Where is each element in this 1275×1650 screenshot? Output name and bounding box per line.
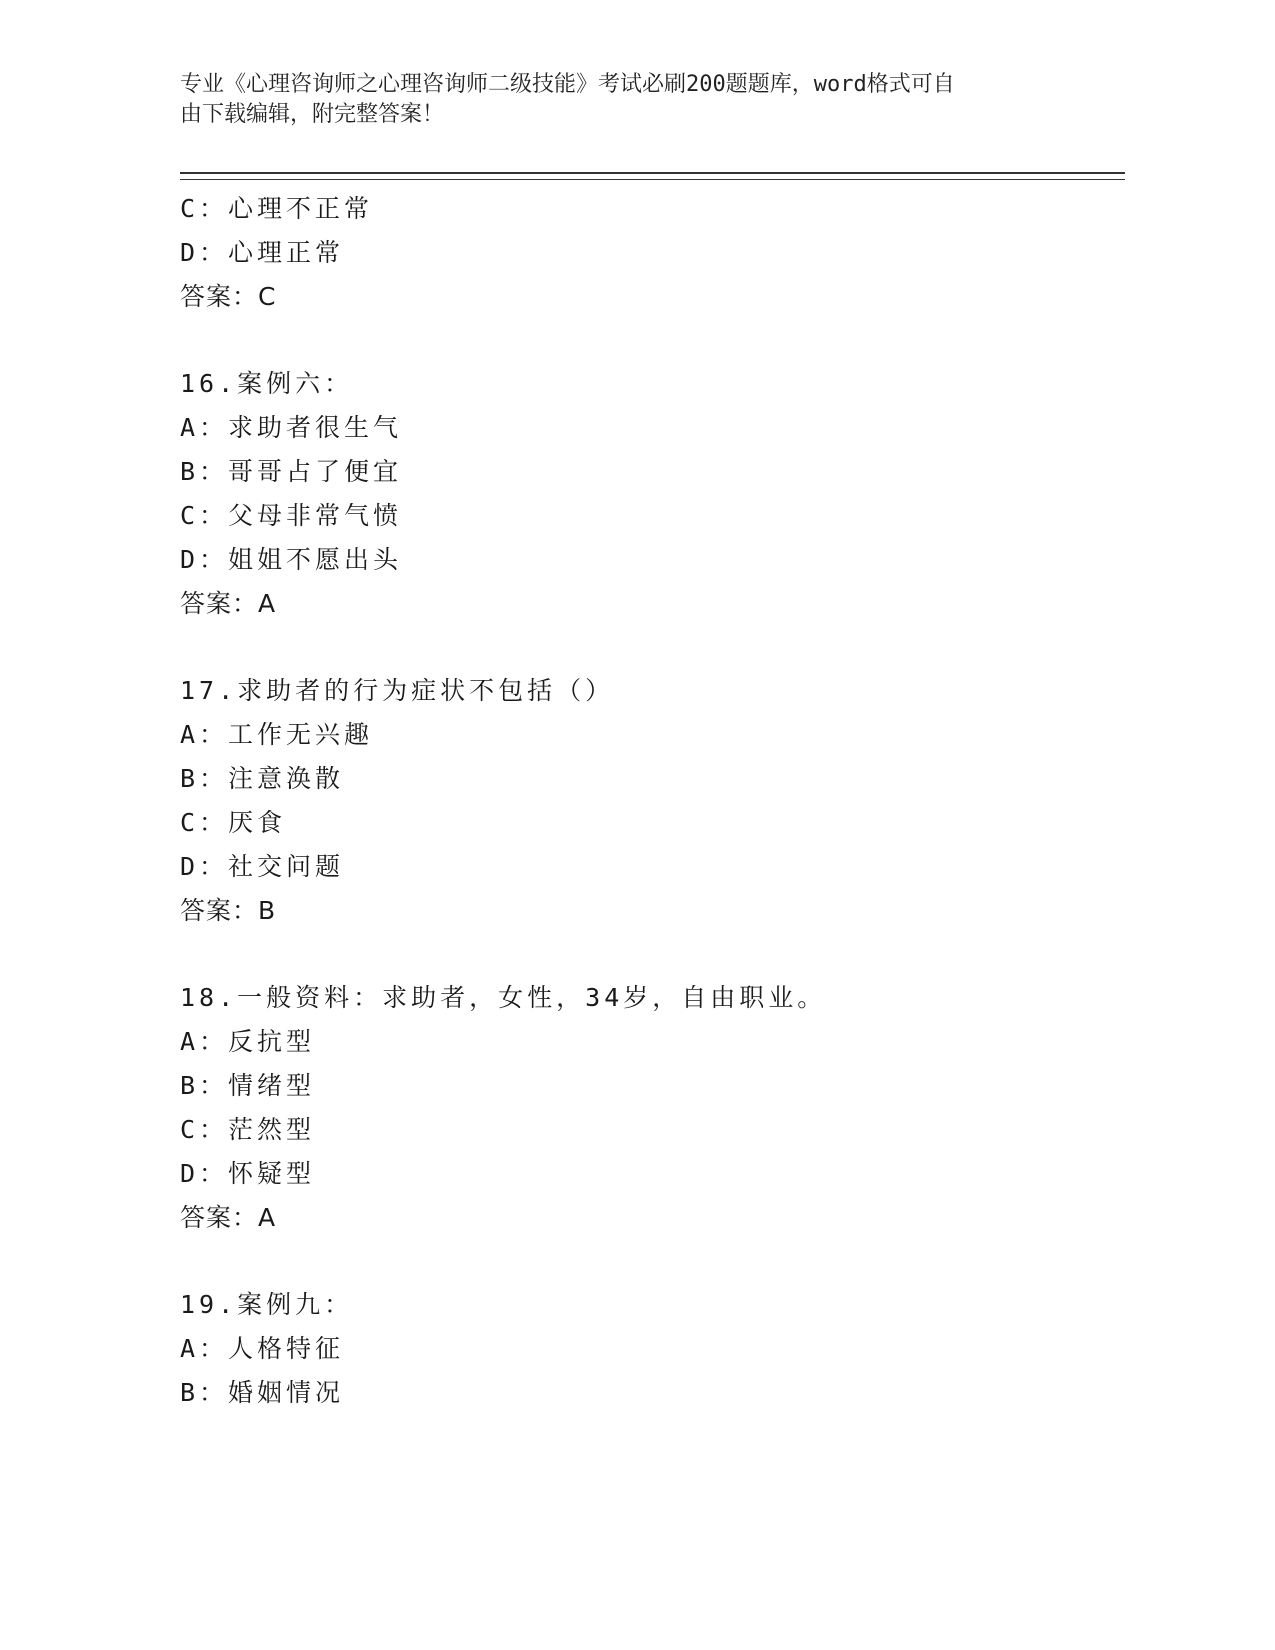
question-list (180, 187, 1120, 1415)
option-a: A：求助者很生气 (180, 413, 403, 442)
header-divider-thin (180, 179, 1125, 180)
option-b: B：婚姻情况 (180, 1378, 345, 1407)
question-18-text: 18.一般资料：求助者，女性，34岁，自由职业。 (180, 983, 827, 1012)
question-17-text: 17.求助者的行为症状不包括（） (180, 676, 615, 705)
header-line-2: 由下载编辑，附完整答案！ (180, 102, 445, 127)
option-a: A：工作无兴趣 (180, 720, 374, 749)
answer-line: 答案：A (180, 589, 277, 618)
option-c: C：厌食 (180, 808, 287, 837)
header-divider-thick (180, 172, 1125, 174)
document-header (180, 70, 1040, 130)
option-c: C：心理不正常 (180, 194, 374, 223)
answer-line: 答案：A (180, 1203, 277, 1232)
answer-line: 答案：C (180, 282, 277, 311)
option-b: B：情绪型 (180, 1071, 316, 1100)
question-gap (180, 319, 1120, 362)
option-d: D：心理正常 (180, 238, 345, 267)
option-a: A：人格特征 (180, 1334, 345, 1363)
option-d: D：社交问题 (180, 852, 345, 881)
option-c: C：父母非常气愤 (180, 501, 403, 530)
answer-line: 答案：B (180, 896, 277, 925)
question-19-text: 19.案例九： (180, 1290, 354, 1319)
option-a: A：反抗型 (180, 1027, 316, 1056)
option-b: B：注意涣散 (180, 764, 345, 793)
question-gap (180, 1240, 1120, 1283)
option-c: C：茫然型 (180, 1115, 316, 1144)
question-16-text: 16.案例六： (180, 369, 354, 398)
question-gap (180, 933, 1120, 976)
header-line-1: 专业《心理咨询师之心理咨询师二级技能》考试必刷200题题库，word格式可自 (180, 72, 955, 97)
question-gap (180, 626, 1120, 669)
option-d: D：姐姐不愿出头 (180, 545, 403, 574)
option-b: B：哥哥占了便宜 (180, 457, 403, 486)
option-d: D：怀疑型 (180, 1159, 316, 1188)
